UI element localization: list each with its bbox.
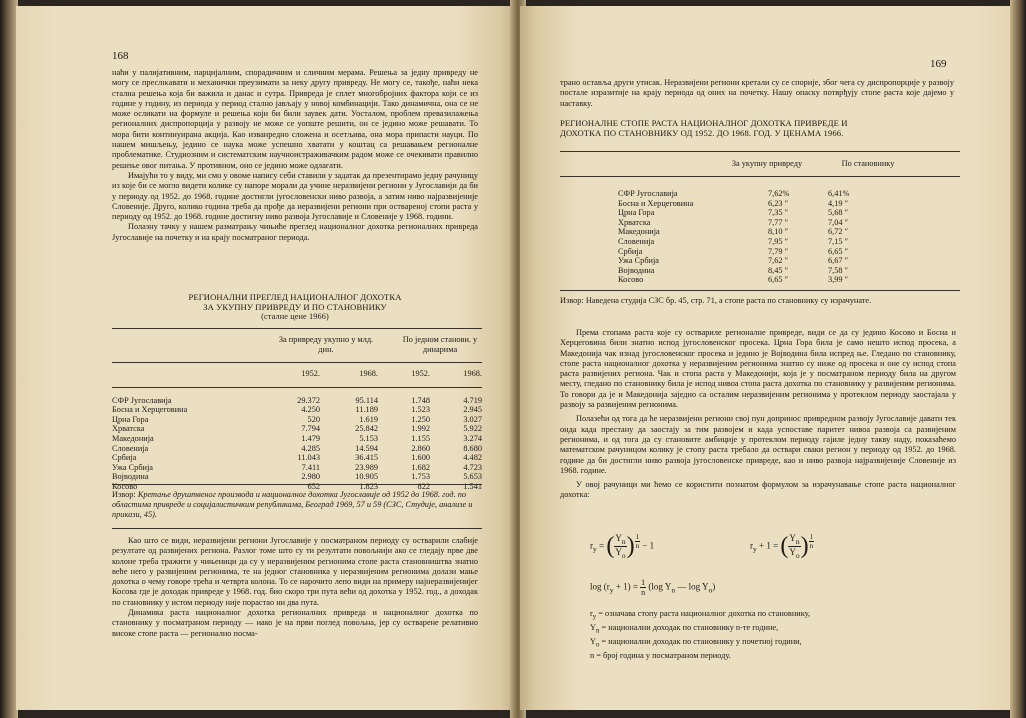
definition-symbol: r: [590, 609, 593, 618]
value-cell: 1.600: [411, 453, 430, 463]
formula-text: log (r: [590, 581, 610, 592]
rate-cell: 8,45 ″: [768, 265, 789, 275]
table-row: [112, 444, 482, 454]
value-cell: 1.523: [411, 405, 430, 415]
formula-fraction: [640, 578, 646, 597]
table-title: [560, 118, 954, 138]
value-cell: 1.823: [359, 481, 378, 491]
paragraph: трано оставља други утисак. Неразвијени региони кретали су се спорије, због чега су диспропорције у развоју постале изразитије на крају периода од оних на почетку. Нашу опаску потврђују стопе раста које дајемо у наставку.: [560, 78, 954, 108]
value-cell: 1.753: [411, 472, 430, 482]
formula-text: ): [712, 581, 716, 592]
region-cell: Србија: [618, 246, 643, 256]
table-row: [618, 275, 888, 285]
value-cell: 4.723: [463, 462, 482, 472]
value-cell: 7.411: [301, 462, 320, 472]
value-cell: 5.653: [463, 472, 482, 482]
formula-subscript: n: [671, 585, 676, 595]
formula-fraction: [614, 533, 626, 560]
region-cell: Војводина: [112, 472, 149, 482]
formula-symbol: Y: [615, 547, 622, 557]
growth-rate-table: [618, 189, 888, 285]
fraction-denominator: n: [641, 588, 646, 597]
intro-text: [112, 68, 478, 243]
formula-text: + 1) =: [615, 581, 638, 592]
value-cell: 3.027: [463, 414, 482, 424]
table-row: [112, 472, 482, 482]
rate-cell: 5,68 ″: [828, 208, 849, 218]
value-cell: 822: [417, 481, 430, 491]
definition-text: = национални доходак по становнику у почетној години,: [601, 636, 802, 646]
value-cell: 1.992: [411, 424, 430, 434]
rate-cell: 4,19 ″: [828, 198, 849, 208]
rate-cell: 7,79 ″: [768, 246, 789, 256]
formula-definitions: [590, 609, 950, 665]
source-text: Наведена студија СЗС бр. 45, стр. 71, а стопе раста по становнику су израчунате.: [585, 296, 872, 305]
exponent-denominator: n: [809, 542, 814, 550]
value-cell: 1.748: [411, 395, 430, 405]
value-cell: 14.594: [355, 443, 378, 453]
value-cell: 10.905: [355, 472, 378, 482]
paragraph: У овој рачуници ми ћемо се користити познатом формулом за израчунавање стопе раста националног дохотка:: [560, 480, 956, 500]
paragraph: Као што се види, неразвијени региони Југославије у посматраном периоду су остварили слабије резултате од развијених регионa. Разлог томе што су ти резултати повољнији ако се гледају прве две колоне треба тражити у чињеници да су у неразвијеним регионима стопе раста становништва знатно веће него у развијеним регионима, те на једног становника у неразвијеним регионима долази мање дохотка о чему говоре трећа и четврта колона. То се нарочито лепо види на примеру најнеразвијенијег Косова где је доходак привреде у 1968. год. био скоро три пута већи од дохотка у 1952. год., а доходак по становнику у истом периоду није порастао ни два пута.: [112, 536, 478, 607]
table-row: [112, 405, 482, 415]
table-row: [618, 237, 888, 247]
column-header: За укупну привреду: [731, 159, 803, 168]
table-source: [560, 296, 960, 306]
year-header: 1952.: [411, 369, 430, 378]
table-rule-mid: [560, 176, 960, 177]
formula-text: — log Y: [677, 581, 709, 592]
source-label: Извор:: [560, 296, 584, 305]
region-cell: Хрватска: [112, 424, 145, 434]
table-row: [618, 247, 888, 257]
region-cell: Црна Гора: [112, 414, 149, 424]
page-number: 168: [112, 50, 129, 62]
table-row: [618, 256, 888, 266]
year-header: 1952.: [301, 369, 320, 378]
value-cell: 2.945: [463, 405, 482, 415]
table-title-line-1: РЕГИОНАЛНИ ПРЕГЛЕД НАЦИОНАЛНОГ ДОХОТКА: [188, 292, 402, 302]
definition-symbol: Y: [590, 622, 596, 632]
growth-factor-formula: $r_y + 1$ = ( $\frac{Y_n}{Y_o}$ ) $\frac{1}{n}$: [750, 533, 814, 560]
table-rule-bottom: [560, 290, 960, 291]
definition-line: [590, 637, 950, 651]
region-cell: СФР Југославија: [618, 189, 678, 198]
value-cell: 5.153: [359, 433, 378, 443]
formula-operator: − 1: [642, 540, 655, 551]
table-rule-bottom: [112, 484, 482, 485]
table-title-line-2: ЗА УКУПНУ ПРИВРЕДУ И ПО СТАНОВНИКУ: [203, 302, 387, 312]
definition-subscript: n: [596, 627, 600, 635]
region-cell: Македонија: [618, 227, 660, 237]
source-rule: [112, 528, 482, 529]
value-cell: 23.989: [355, 462, 378, 472]
year-header: 1968.: [463, 369, 482, 378]
formula-subscript: o: [795, 550, 800, 560]
value-cell: 2.860: [411, 443, 430, 453]
definition-line: [590, 609, 950, 623]
region-cell: Словенија: [618, 236, 655, 246]
region-cell: Ужа Србија: [112, 462, 153, 472]
rate-cell: 6,67 ″: [828, 256, 849, 266]
table-header-row: [112, 369, 482, 379]
paragraph: Динамика раста националног дохотка регионалних привреда и националног дохотка по становнику у посматраном периоду — иако је на први поглед повољна, јер су остварене релативно високе стопе раста — регионално посма-: [112, 608, 478, 638]
value-cell: 652: [307, 481, 320, 491]
formula-subscript: o: [708, 585, 713, 595]
table-row: [618, 266, 888, 276]
table-title-line-1: РЕГИОНАЛНЕ СТОПЕ РАСТА НАЦИОНАЛНОГ ДОХОТКА ПРИВРЕДЕ И: [560, 118, 848, 128]
formula-subscript: o: [621, 550, 626, 560]
regional-income-table: [112, 369, 482, 492]
paragraph: Полазну тачку у нашем разматрању чињиће преглед националног дохотка регионалних привреда Југославије на почетку и на крају посматраног периода.: [112, 222, 478, 242]
rate-cell: 7,04 ″: [828, 217, 849, 227]
formula-subscript: n: [795, 537, 800, 546]
value-cell: 4.482: [463, 453, 482, 463]
value-cell: 4.250: [301, 405, 320, 415]
value-cell: 1.619: [359, 414, 378, 424]
definition-symbol: n: [590, 650, 595, 660]
rate-cell: 3,99 ″: [828, 275, 849, 285]
column-group-header: За привреду укупно у млд. дин.: [278, 335, 374, 354]
value-cell: 1.155: [411, 433, 430, 443]
formula-symbol: r: [750, 540, 753, 551]
formula-subscript: y: [609, 585, 614, 595]
formula-operator: =: [599, 540, 605, 551]
table-row: [618, 189, 888, 199]
column-group-header: По једном станови. у динарима: [402, 335, 478, 354]
rate-cell: 6,72 ″: [828, 227, 849, 237]
region-cell: Србија: [112, 453, 137, 463]
formula-symbol: r: [590, 540, 593, 551]
formula-symbol: Y: [789, 533, 796, 544]
table-row: [112, 434, 482, 444]
region-cell: Ужа Србија: [618, 256, 659, 266]
table-source: [112, 490, 482, 520]
region-cell: Босна и Херцеговина: [112, 405, 188, 415]
paragraph: Полазећи од тога да ће неразвијени региони свој пун допринос привредном развоју Југославије давати тек онда када престану да заостају за тим развојем и када успоставе паритет нивоа развоја са развијеним регионима, и од тога да су становите амбиције у протеклом периоду гајиле једну такву наду, показаћемо математском рачуницом колику је стопу раста требало да оствари сваки регион у периоду од 1952. до 1968. године да би достигли ниво развоја југословенске привреде, као и ниво развоја најразвијеније Словеније из 1968. године.: [560, 414, 956, 475]
book-edge-right: [1010, 0, 1026, 718]
formula-symbol: Y: [615, 533, 622, 544]
formula-fraction: [788, 533, 800, 560]
definition-text: = означава стопу раста националног дохотка по становнику,: [598, 609, 811, 618]
rate-cell: 7,35 ″: [768, 208, 789, 218]
table-row: [618, 208, 888, 218]
value-cell: 8.680: [463, 443, 482, 453]
table-row: [618, 218, 888, 228]
value-cell: 4.719: [463, 395, 482, 405]
value-cell: 2.980: [301, 472, 320, 482]
paragraph: наћи у палијативним, парцијалним, спорадичним и сличним мерама. Решења за једну привреду не могу се преслικавати и механички преузимати за неку другу привреду. Не могу се, такође, наћи нека стална решења која би важила и данас и сутра. Привреда је сплет многобројних фактора који се из године у годину, из периода у период стално јављају у новој комбинацији. Тако динамична, она се не може осликати на формуле и решења који би били заувек дати. Уосталом, проблем превазилажења регионалних диспропорција у развоју не може се уопште решити, он се једино може решавати. То мора бити континуирана акција. Као изванредно сложена и осетљива, она мора припасти науци. По нашем мишљењу, једино се наука може успешно хватати у коштац са решавањем регионалне проблематике. Студиозним и систематским научноистраживачким радом може се очекивати правилно решење овог питања. У противном, оно се једино може одлагати.: [112, 68, 478, 170]
formula-text: (log Y: [648, 581, 672, 592]
definition-line: [590, 651, 950, 665]
table-rule-top: [560, 151, 960, 152]
rate-cell: 6,41%: [828, 189, 850, 198]
definition-text: = национални доходак по становнику n-те године,: [601, 622, 779, 632]
exponent-numerator: 1: [635, 533, 640, 541]
value-cell: 1.479: [301, 433, 320, 443]
value-cell: 1.541: [463, 481, 482, 491]
value-cell: 11.189: [355, 405, 378, 415]
region-cell: Босна и Херцеговина: [618, 198, 694, 208]
table-row: [112, 396, 482, 406]
growth-rate-formula: $r_y$ = ( $\frac{Y_n}{Y_o}$ ) $\frac{1}{n}$ − 1: [590, 533, 655, 560]
value-cell: 1.250: [411, 414, 430, 424]
region-cell: Косово: [618, 275, 644, 285]
formula-exponent: [809, 533, 815, 550]
value-cell: 29.372: [297, 395, 320, 405]
region-cell: Македонија: [112, 433, 154, 443]
rate-cell: 7,15 ″: [828, 236, 849, 246]
table-row: [112, 463, 482, 473]
exponent-denominator: n: [635, 542, 640, 550]
paragraph: Према стопама раста које су оствариле регионалне привреде, види се да су једино Косово и Босна и Херцеговина били знатно испод југословенског просека. Црна Гора била је само нешто испод просека, а Македонија чак изнад југословенског просека и једино је Војводина била испред ње. Гледано по становнику, стопе раста националног дохотка у неразвијеним регионима знатно су ниже од просека и оне су испод стопа раста развијених региона. Чак и стопа раста у Македонији, која је у посматраном периоду била на другом месту, гледано по становнику била је испод нивоа стопа раста дохотка по становнику у развијеним регионима. То говори да је и Македонија заједно са осталим неразвијеним регионима у протеклом периоду заостајала у развоју за развијеним регионима.: [560, 328, 956, 410]
page-number: 169: [930, 58, 947, 70]
value-cell: 25.842: [355, 424, 378, 434]
region-cell: Словенија: [112, 443, 149, 453]
year-header: 1968.: [359, 369, 378, 378]
table-subtitle: (сталне цене 1966): [261, 312, 329, 321]
definition-symbol: Y: [590, 636, 596, 646]
definition-subscript: y: [592, 613, 597, 621]
region-cell: СФР Југославија: [112, 395, 172, 405]
value-cell: 4.285: [301, 443, 320, 453]
region-cell: Косово: [112, 481, 138, 491]
left-page: [16, 6, 516, 710]
region-cell: Војводина: [618, 265, 655, 275]
rate-cell: 7,62 ″: [768, 256, 789, 266]
analysis-text: [560, 328, 956, 501]
formula-exponent: [635, 533, 641, 550]
formula-subscript: y: [593, 544, 597, 554]
table-rule-top: [112, 328, 482, 329]
source-text: Кретање друштвеног производа и националног дохотка Југославије од 1952 до 1968. год. по областима привреде и социјалистичким републикама, Београд 1969, 57 и 59 (СЗС, Студије, анализе и прикази, 45).: [112, 490, 473, 519]
table-title: [112, 292, 478, 322]
right-page: [520, 6, 1010, 710]
value-cell: 7.794: [301, 424, 320, 434]
column-header: По становнику: [841, 159, 895, 168]
formula-symbol: Y: [789, 547, 796, 557]
definition-text: = број година у посматраном периоду.: [596, 650, 731, 660]
definition-subscript: o: [596, 641, 600, 649]
table-rule-mid: [112, 362, 482, 363]
exponent-numerator: 1: [809, 533, 814, 541]
rate-cell: 6,65 ″: [768, 275, 789, 285]
paragraph: Имајући то у виду, ми смо у овоме напису себи ставили у задатак да презентирамо једну рачуницу из које би се могло видети колике су напоре морали да учине неразвијени региони у Југославији да би у периоду од 1952. до 1968. године достигли југословенски ниво развоја, а затим ниво најразвијеније Словеније. Друго, колико година треба да прође да неразвијени региони при оствареној стопи раста у периоду од 1952. до 1968. године достигну ниво развоја Југославије и Словеније у 1968. години.: [112, 170, 478, 222]
rate-cell: 7,58 ″: [828, 265, 849, 275]
value-cell: 1.682: [411, 462, 430, 472]
table-row: [618, 227, 888, 237]
fraction-numerator: 1: [641, 578, 646, 587]
region-cell: Црна Гора: [618, 208, 655, 218]
rate-cell: 8,10 ″: [768, 227, 789, 237]
definition-line: [590, 623, 950, 637]
value-cell: 11.043: [297, 453, 320, 463]
value-cell: 520: [307, 414, 320, 424]
rate-cell: 7,95 ″: [768, 236, 789, 246]
value-cell: 36.415: [355, 453, 378, 463]
table-row: [618, 199, 888, 209]
table-row: [112, 424, 482, 434]
formula-subscript: y: [753, 544, 757, 554]
rate-cell: 6,65 ″: [828, 246, 849, 256]
region-cell: Хрватска: [618, 217, 651, 227]
table-title-line-2: ДОХОТКА ПО СТАНОВНИКУ ОД 1952. ДО 1968. ГОД. У ЦЕНАМА 1966.: [560, 128, 844, 138]
rate-cell: 7,77 ″: [768, 217, 789, 227]
value-cell: 5.922: [463, 424, 482, 434]
log-formula: [590, 578, 715, 597]
rate-cell: 7,62%: [768, 189, 790, 198]
table-row: [112, 415, 482, 425]
formula-operator: + 1 =: [759, 540, 779, 551]
value-cell: 95.114: [355, 395, 378, 405]
source-label: Извор:: [112, 490, 136, 499]
value-cell: 3.274: [463, 433, 482, 443]
formula-subscript: n: [621, 537, 626, 546]
analysis-text: [112, 536, 478, 639]
table-row: [112, 453, 482, 463]
rate-cell: 6,23 ″: [768, 198, 789, 208]
intro-text: [560, 78, 954, 109]
